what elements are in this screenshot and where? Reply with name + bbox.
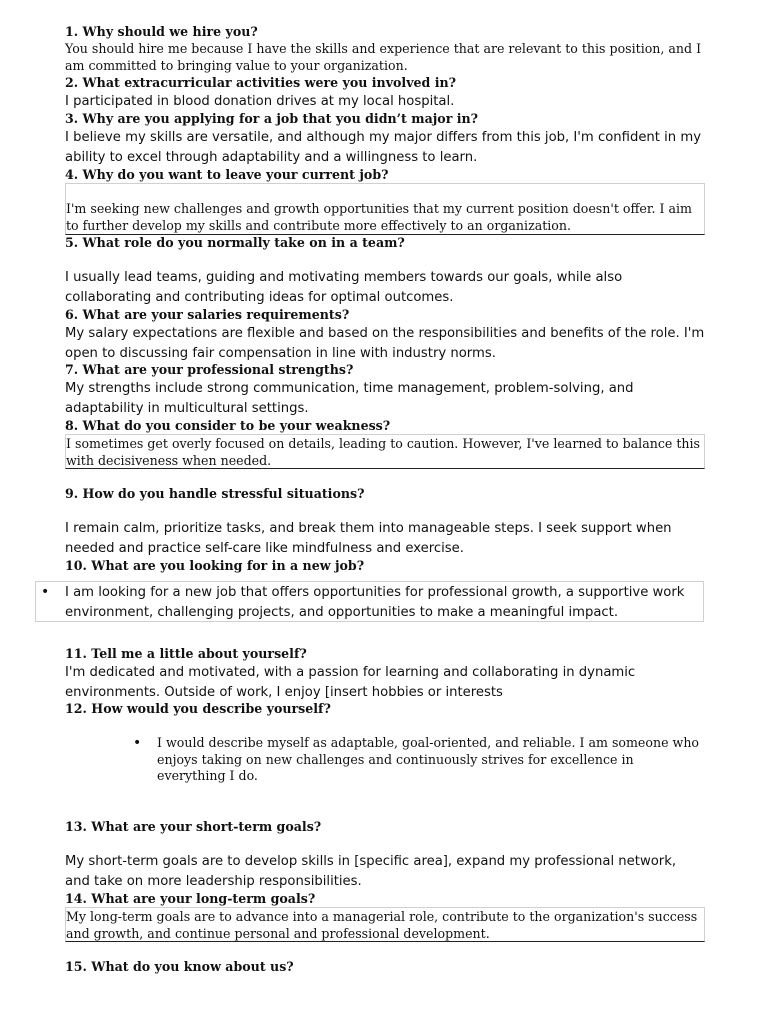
answer-8: I sometimes get overly focused on details, leading to caution. However, I've learned to balance this with decisiveness when needed. xyxy=(65,434,705,469)
answer-4: I'm seeking new challenges and growth opportunities that my current position doesn't offer. I aim to further develop my skills and contribute more effectively to an organization. xyxy=(65,183,705,235)
answer-7: My strengths include strong communication, time management, problem-solving, and adaptability in multicultural settings. xyxy=(65,381,634,416)
question-14: 14. What are your long-term goals? xyxy=(65,891,316,906)
question-7: 7. What are your professional strengths? xyxy=(65,362,354,377)
answer-13: My short-term goals are to develop skills in [specific area], expand my professional network, and take on more leadership responsibilities. xyxy=(65,854,677,889)
question-3: 3. Why are you applying for a job that you didn’t major in? xyxy=(65,111,479,126)
answer-1: You should hire me because I have the skills and experience that are relevant to this position, and I am committed to bringing value to your organization. xyxy=(65,41,702,73)
bullet-12: • xyxy=(133,735,142,751)
answer-5: I usually lead teams, guiding and motivating members towards our goals, while also collaborating and contributing ideas for optimal outcomes. xyxy=(65,270,623,305)
answer-2: I participated in blood donation drives at my local hospital. xyxy=(65,94,455,109)
question-5: 5. What role do you normally take on in a team? xyxy=(65,235,405,250)
answer-14: My long-term goals are to advance into a managerial role, contribute to the organization's success and growth, and continue personal and professional development. xyxy=(65,907,705,942)
answer-3: I believe my skills are versatile, and although my major differs from this job, I'm confident in my ability to excel through adaptability and a willingness to learn. xyxy=(65,130,702,165)
question-9: 9. How do you handle stressful situations? xyxy=(65,486,365,501)
answer-9: I remain calm, prioritize tasks, and break them into manageable steps. I seek support when needed and practice self-care like mindfulness and exercise. xyxy=(65,521,672,556)
question-10: 10. What are you looking for in a new job? xyxy=(65,558,365,573)
question-12: 12. How would you describe yourself? xyxy=(65,701,331,716)
question-11: 11. Tell me a little about yourself? xyxy=(65,646,307,661)
question-13: 13. What are your short-term goals? xyxy=(65,819,322,834)
question-4: 4. Why do you want to leave your current job? xyxy=(65,167,389,182)
question-8: 8. What do you consider to be your weakness? xyxy=(65,418,391,433)
answer-6: My salary expectations are flexible and based on the responsibilities and benefits of the role. I'm open to discussing fair compensation in line with industry norms. xyxy=(65,326,705,361)
question-6: 6. What are your salaries requirements? xyxy=(65,307,350,322)
answer-11: I'm dedicated and motivated, with a passion for learning and collaborating in dynamic environments. Outside of work, I enjoy [insert hobbies or interests xyxy=(65,665,636,700)
question-1: 1. Why should we hire you? xyxy=(65,24,258,39)
bullet-10: • xyxy=(41,584,50,600)
answer-10: I am looking for a new job that offers opportunities for professional growth, a supportive work environment, challenging projects, and opportunities to make a meaningful impact. xyxy=(65,585,685,620)
answer-12: I would describe myself as adaptable, goal-oriented, and reliable. I am someone who enjoys taking on new challenges and continuously strives for excellence in everything I do. xyxy=(157,735,700,783)
question-2: 2. What extracurricular activities were you involved in? xyxy=(65,75,457,90)
question-15: 15. What do you know about us? xyxy=(65,959,294,974)
